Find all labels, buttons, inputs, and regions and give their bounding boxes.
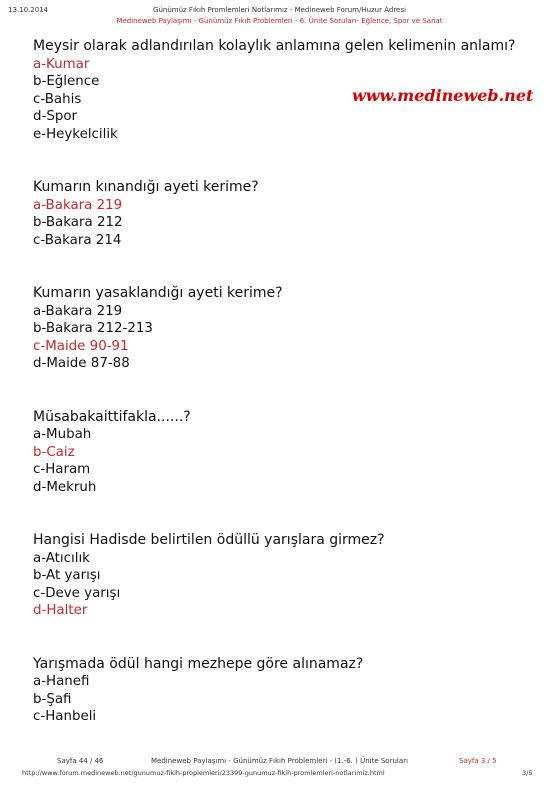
option: c-Deve yarışı bbox=[33, 585, 121, 601]
question-stem: Kumarın kınandığı ayeti kerime? bbox=[33, 179, 259, 195]
footer-page-count: Sayfa 44 / 46 bbox=[57, 757, 104, 765]
option: a-Mubah bbox=[33, 427, 92, 442]
footer-page-number: 3/5 bbox=[522, 769, 533, 777]
footer-title: Medineweb Paylaşımı - Günümüz Fıkıh Problemleri - (1.-6. ) Ünite Soruları bbox=[151, 757, 408, 765]
correct-option: b-Caiz bbox=[33, 444, 75, 460]
option: b-Şafi bbox=[33, 691, 72, 707]
footer-url[interactable]: http://www.forum.medineweb.net/gunumuz-fikih-proplemleri/23399-gunumuz-fikih-promlemleri-notlarimiz.html bbox=[22, 769, 385, 777]
correct-option: a-Kumar bbox=[33, 56, 90, 72]
correct-option: d-Halter bbox=[33, 603, 88, 618]
question-stem: Yarışmada ödül hangi mezhepe göre alınamaz? bbox=[33, 655, 364, 672]
question-4 bbox=[33, 409, 533, 497]
question-list bbox=[33, 38, 533, 762]
correct-option: c-Maide 90-91 bbox=[33, 338, 129, 354]
option: c-Hanbeli bbox=[33, 709, 97, 724]
header-subtitle: Medineweb Paylaşımı - Günümüz Fıkıh Problemleri - 6. Ünite Soruları- Eğlence, Spor ve Sanat bbox=[116, 17, 443, 25]
question-5 bbox=[33, 532, 533, 620]
option: b-Bakara 212-213 bbox=[33, 321, 153, 336]
option: b-Bakara 212 bbox=[33, 215, 123, 230]
option: d-Maide 87-88 bbox=[33, 356, 130, 371]
question-stem: Kumarın yasaklandığı ayeti kerime? bbox=[33, 285, 283, 301]
option: c-Bahis bbox=[33, 91, 82, 107]
option: d-Spor bbox=[33, 109, 78, 124]
option: a-Atıcılık bbox=[33, 550, 90, 566]
header-date: 13.10.2014 bbox=[8, 6, 49, 14]
question-2 bbox=[33, 179, 533, 249]
option: a-Hanefi bbox=[33, 674, 90, 689]
question-3 bbox=[33, 285, 533, 373]
watermark: www.medineweb.net bbox=[352, 86, 534, 105]
option: e-Heykelcilik bbox=[33, 126, 118, 142]
header-title: Günümüz Fıkıh Promlemleri Notlarımız - Medineweb Forum/Huzur Adresi bbox=[153, 6, 406, 14]
option: a-Bakara 219 bbox=[33, 303, 123, 319]
question-stem: Müsabakaittifakla......? bbox=[33, 408, 191, 425]
question-6 bbox=[33, 656, 533, 726]
option: b-Eğlence bbox=[33, 74, 100, 89]
option: b-At yarışı bbox=[33, 568, 101, 583]
footer-section-page: Sayfa 3 / 5 bbox=[459, 757, 497, 765]
correct-option: a-Bakara 219 bbox=[33, 197, 123, 213]
option: d-Mekruh bbox=[33, 479, 97, 495]
question-stem: Hangisi Hadisde belirtilen ödüllü yarışlara girmez? bbox=[33, 532, 385, 548]
question-stem: Meysir olarak adlandırılan kolaylık anlamına gelen kelimenin anlamı? bbox=[33, 38, 516, 54]
option: c-Bakara 214 bbox=[33, 232, 122, 248]
option: c-Haram bbox=[33, 462, 91, 477]
question-1 bbox=[33, 38, 533, 143]
